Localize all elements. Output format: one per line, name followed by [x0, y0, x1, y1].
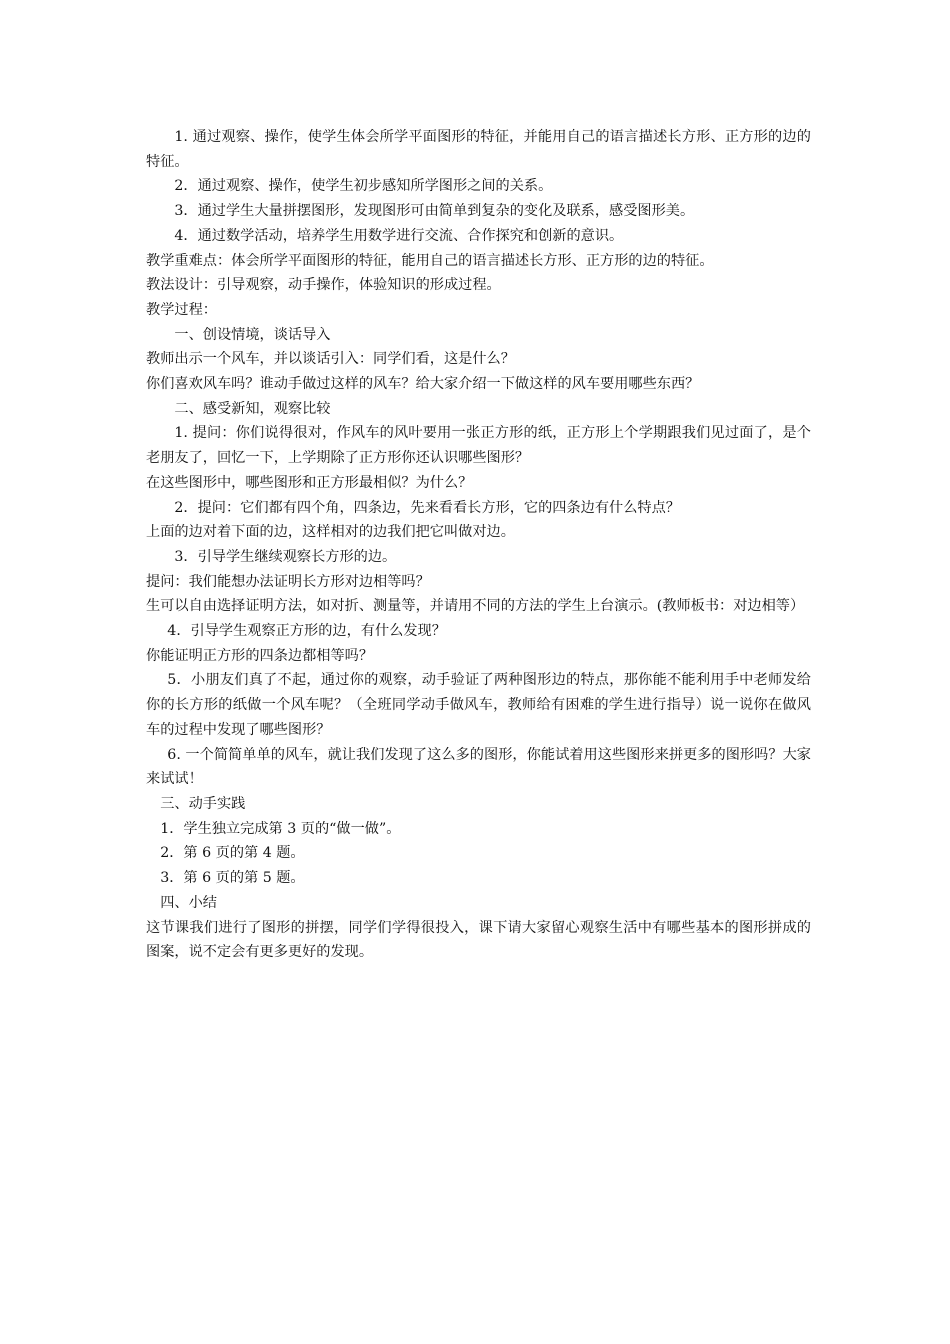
paragraph: 教师出示一个风车，并以谈话引入：同学们看，这是什么？ [146, 351, 515, 368]
paragraph: 2．提问：它们都有四个角，四条边，先来看看长方形，它的四条边有什么特点？ [174, 499, 680, 516]
practice-item-1: 1．学生独立完成第 3 页的“做一做”。 [160, 820, 401, 837]
section-3-heading: 三、动手实践 [160, 795, 246, 812]
teaching-method: 教法设计：引导观察，动手操作，体验知识的形成过程。 [146, 277, 501, 294]
paragraph: 上面的边对着下面的边，这样相对的边我们把它叫做对边。 [146, 524, 515, 541]
objective-3: 3．通过学生大量拼摆图形，发现图形可由简单到复杂的变化及联系，感受图形美。 [174, 203, 695, 220]
paragraph: 6. 一个简简单单的风车，就让我们发现了这么多的图形，你能试着用这些图形来拼更多的图形吗？大家来试试！ [146, 746, 811, 788]
objective-1: 1. 通过观察、操作，使学生体会所学平面图形的特征，并能用自己的语言描述长方形、正方形的边的特征。 [146, 129, 811, 170]
section-4-heading: 四、小结 [160, 894, 217, 911]
teaching-process-heading: 教学过程： [146, 301, 217, 318]
paragraph: 提问：我们能想办法证明长方形对边相等吗？ [146, 573, 430, 590]
paragraph: 你能证明正方形的四条边都相等吗？ [146, 647, 374, 664]
practice-item-3: 3．第 6 页的第 5 题。 [160, 870, 305, 887]
practice-item-2: 2．第 6 页的第 4 题。 [160, 845, 305, 862]
paragraph: 生可以自由选择证明方法，如对折、测量等，并请用不同的方法的学生上台演示。(教师板书：对边相等） [146, 598, 805, 615]
paragraph: 1. 提问：你们说得很对，作风车的风叶要用一张正方形的纸，正方形上个学期跟我们见过面了，是个老朋友了，回忆一下，上学期除了正方形你还认识哪些图形？ [146, 425, 811, 467]
summary-paragraph: 这节课我们进行了图形的拼摆，同学们学得很投入，课下请大家留心观察生活中有哪些基本的图形拼成的图案，说不定会有更多更好的发现。 [146, 919, 811, 961]
section-2-heading: 二、感受新知，观察比较 [174, 400, 331, 417]
paragraph: 3．引导学生继续观察长方形的边。 [174, 548, 397, 565]
paragraph: 你们喜欢风车吗？谁动手做过这样的风车？给大家介绍一下做这样的风车要用哪些东西？ [146, 376, 700, 393]
lesson-plan-body [146, 125, 811, 965]
section-1-heading: 一、创设情境，谈话导入 [174, 326, 331, 343]
paragraph: 4．引导学生观察正方形的边，有什么发现？ [167, 623, 446, 640]
objective-2: 2．通过观察、操作，使学生初步感知所学图形之间的关系。 [174, 178, 553, 195]
key-difficulties: 教学重难点：体会所学平面图形的特征，能用自己的语言描述长方形、正方形的边的特征。 [146, 252, 714, 269]
objective-4: 4．通过数学活动，培养学生用数学进行交流、合作探究和创新的意识。 [174, 227, 624, 244]
paragraph: 5．小朋友们真了不起，通过你的观察，动手验证了两种图形边的特点，那你能不能利用手中老师发给你的长方形的纸做一个风车呢？（全班同学动手做风车，教师给有困难的学生进行指导）说一说你在做风车的过程中发现了哪些图形？ [146, 672, 811, 738]
paragraph: 在这些图形中，哪些图形和正方形最相似？为什么？ [146, 474, 473, 491]
